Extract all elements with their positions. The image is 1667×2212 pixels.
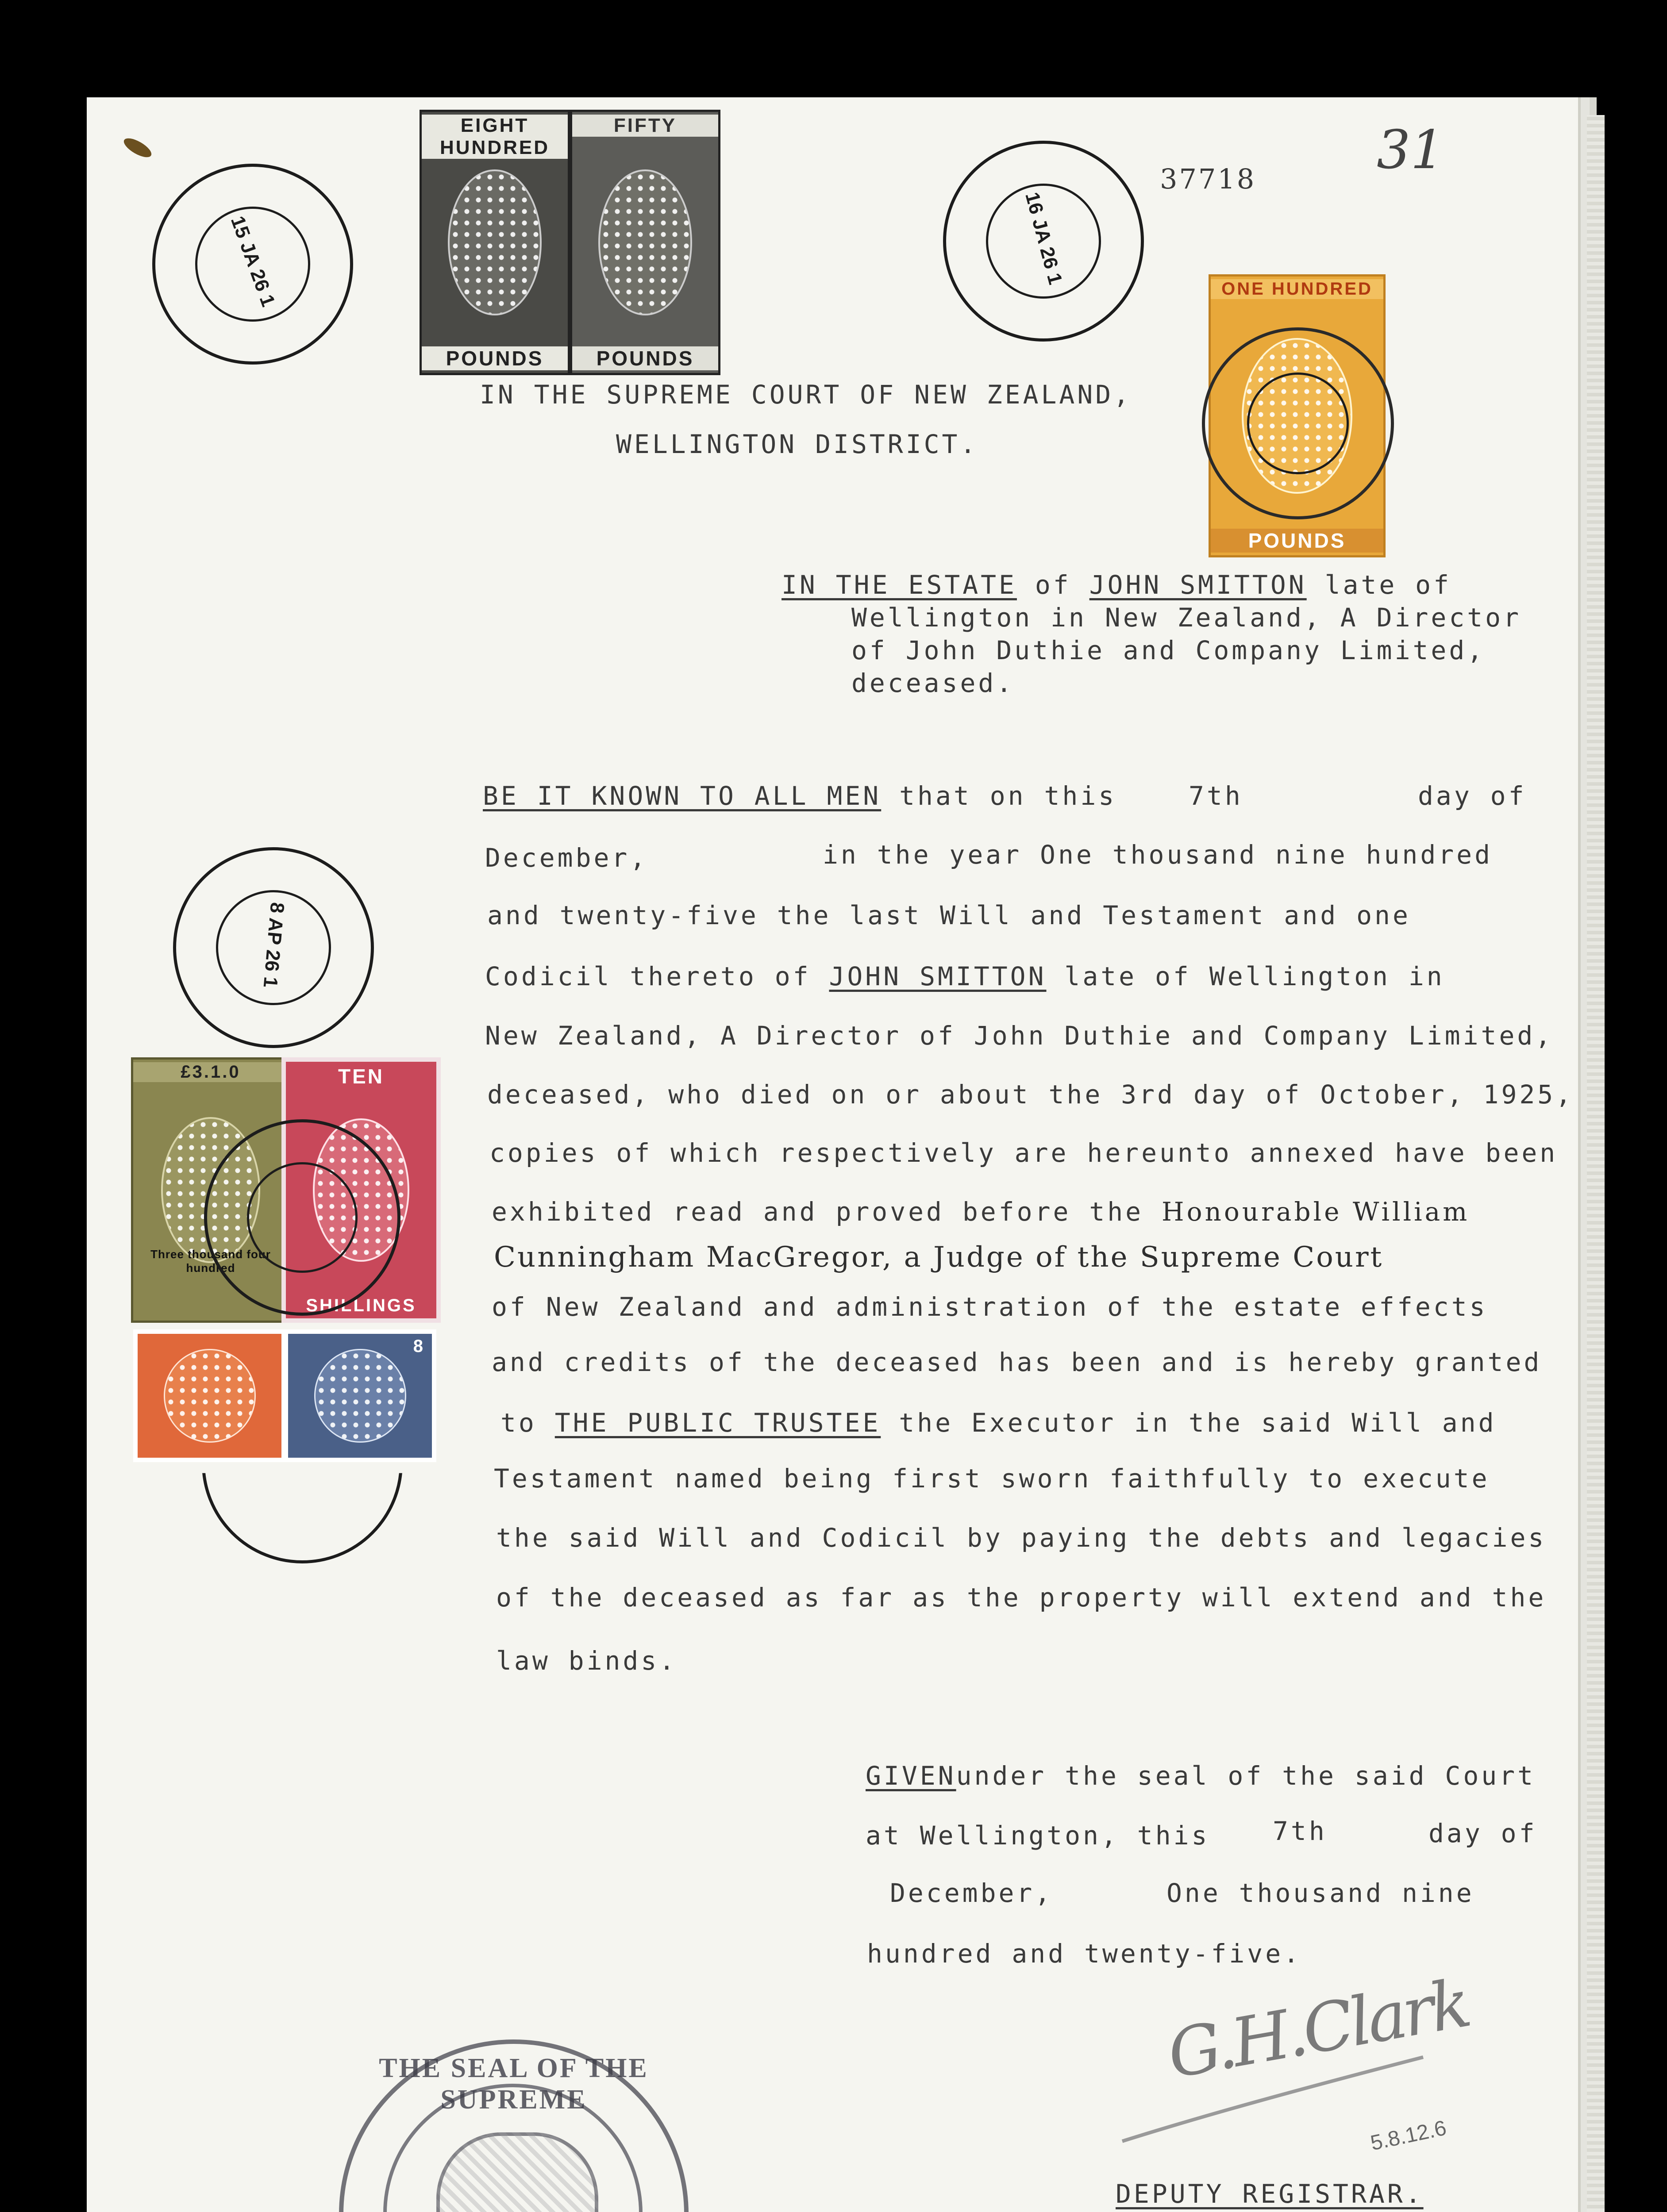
postmark-on-orange-stamp <box>1202 327 1394 519</box>
body-line-8: exhibited read and proved before the Honourable William <box>492 1197 1470 1227</box>
stamp-small-blue: 8 <box>284 1329 436 1462</box>
body-line-6: deceased, who died on or about the 3rd day of October, 1925, <box>487 1079 1574 1110</box>
document-number: 37718 <box>1160 163 1256 195</box>
body-line-16: law binds. <box>496 1646 678 1676</box>
stamp-one-hundred-pounds: ONE HUNDRED POUNDS <box>1209 274 1386 557</box>
postmark-stamp-duties-top-left: 15 JA 26 1 <box>152 164 353 365</box>
body-line-5: New Zealand, A Director of John Duthie and Company Limited, <box>485 1021 1554 1051</box>
body-line-12: to THE PUBLIC TRUSTEE the Executor in the said Will and <box>500 1408 1497 1438</box>
body-line-11: and credits of the deceased has been and is hereby granted <box>492 1347 1542 1377</box>
estate-line-3: of John Duthie and Company Limited, <box>851 635 1486 665</box>
stamp-ten-shillings: TEN SHILLINGS <box>281 1057 441 1323</box>
given-day: 7th <box>1273 1816 1327 1846</box>
postmark-over-left-stamps <box>204 1119 400 1316</box>
estate-line-1: IN THE ESTATE of JOHN SMITTON late of <box>782 570 1452 600</box>
supreme-court-seal <box>339 2039 689 2212</box>
postmark-stamp-duties-left: 8 AP 26 1 <box>173 847 374 1048</box>
district-heading: WELLINGTON DISTRICT. <box>616 429 978 459</box>
body-line-3: and twenty-five the last Will and Testament and one <box>487 900 1411 930</box>
given-day-of: day of <box>1428 1818 1537 1848</box>
body-line-1: BE IT KNOWN TO ALL MEN that on this <box>483 781 1117 811</box>
stamp-olive-three-thousand: £3.1.0 Three thousand four hundred <box>131 1057 290 1323</box>
body-day: 7th <box>1189 781 1243 811</box>
court-heading: IN THE SUPREME COURT OF NEW ZEALAND, <box>480 380 1132 410</box>
given-line-2: at Wellington, this <box>866 1820 1210 1851</box>
given-month: December, <box>890 1878 1053 1908</box>
body-line-15: of the deceased as far as the property will extend and the <box>496 1582 1547 1613</box>
given-line-1: GIVENunder the seal of the said Court <box>866 1761 1536 1791</box>
seal-ring-top: THE SEAL OF THE SUPREME <box>379 2053 649 2115</box>
stamp-small-orange <box>133 1329 286 1462</box>
deputy-registrar-title: DEPUTY REGISTRAR. <box>1116 2179 1424 2209</box>
body-line-4: Codicil thereto of JOHN SMITTON late of Wellington in <box>485 961 1445 991</box>
stamp-dark-pounds-right: FIFTY POUNDS <box>570 110 720 375</box>
body-line-10: of New Zealand and administration of the estate effects <box>492 1292 1488 1322</box>
estate-line-4: deceased. <box>851 668 1015 698</box>
postmark-stamp-duties-top-right: 16 JA 26 1 <box>943 141 1144 342</box>
given-line-3: One thousand nine <box>1167 1878 1475 1908</box>
folio-number: 31 <box>1377 119 1444 181</box>
body-line-13: Testament named being first sworn faithfully to execute <box>494 1463 1490 1494</box>
body-line-14: the said Will and Codicil by paying the debts and legacies <box>496 1523 1547 1553</box>
registrar-signature: G.H.Clark <box>1162 1965 1474 2094</box>
pencil-note: 5.8.12.6 <box>1368 2116 1449 2155</box>
given-line-4: hundred and twenty-five. <box>867 1939 1302 1969</box>
tack-mark <box>121 134 154 161</box>
body-line-7: copies of which respectively are hereunto annexed have been <box>489 1138 1558 1168</box>
body-line-2: in the year One thousand nine hundred <box>823 840 1493 870</box>
body-line-9: Cunningham MacGregor, a Judge of the Supreme Court <box>494 1241 1384 1274</box>
stamp-eight-hundred-pounds: EIGHT HUNDRED POUNDS <box>420 110 570 375</box>
body-month: December, <box>485 843 648 873</box>
document-page <box>87 97 1581 2212</box>
body-day-of: day of <box>1418 781 1527 811</box>
estate-line-2: Wellington in New Zealand, A Director <box>851 603 1522 633</box>
